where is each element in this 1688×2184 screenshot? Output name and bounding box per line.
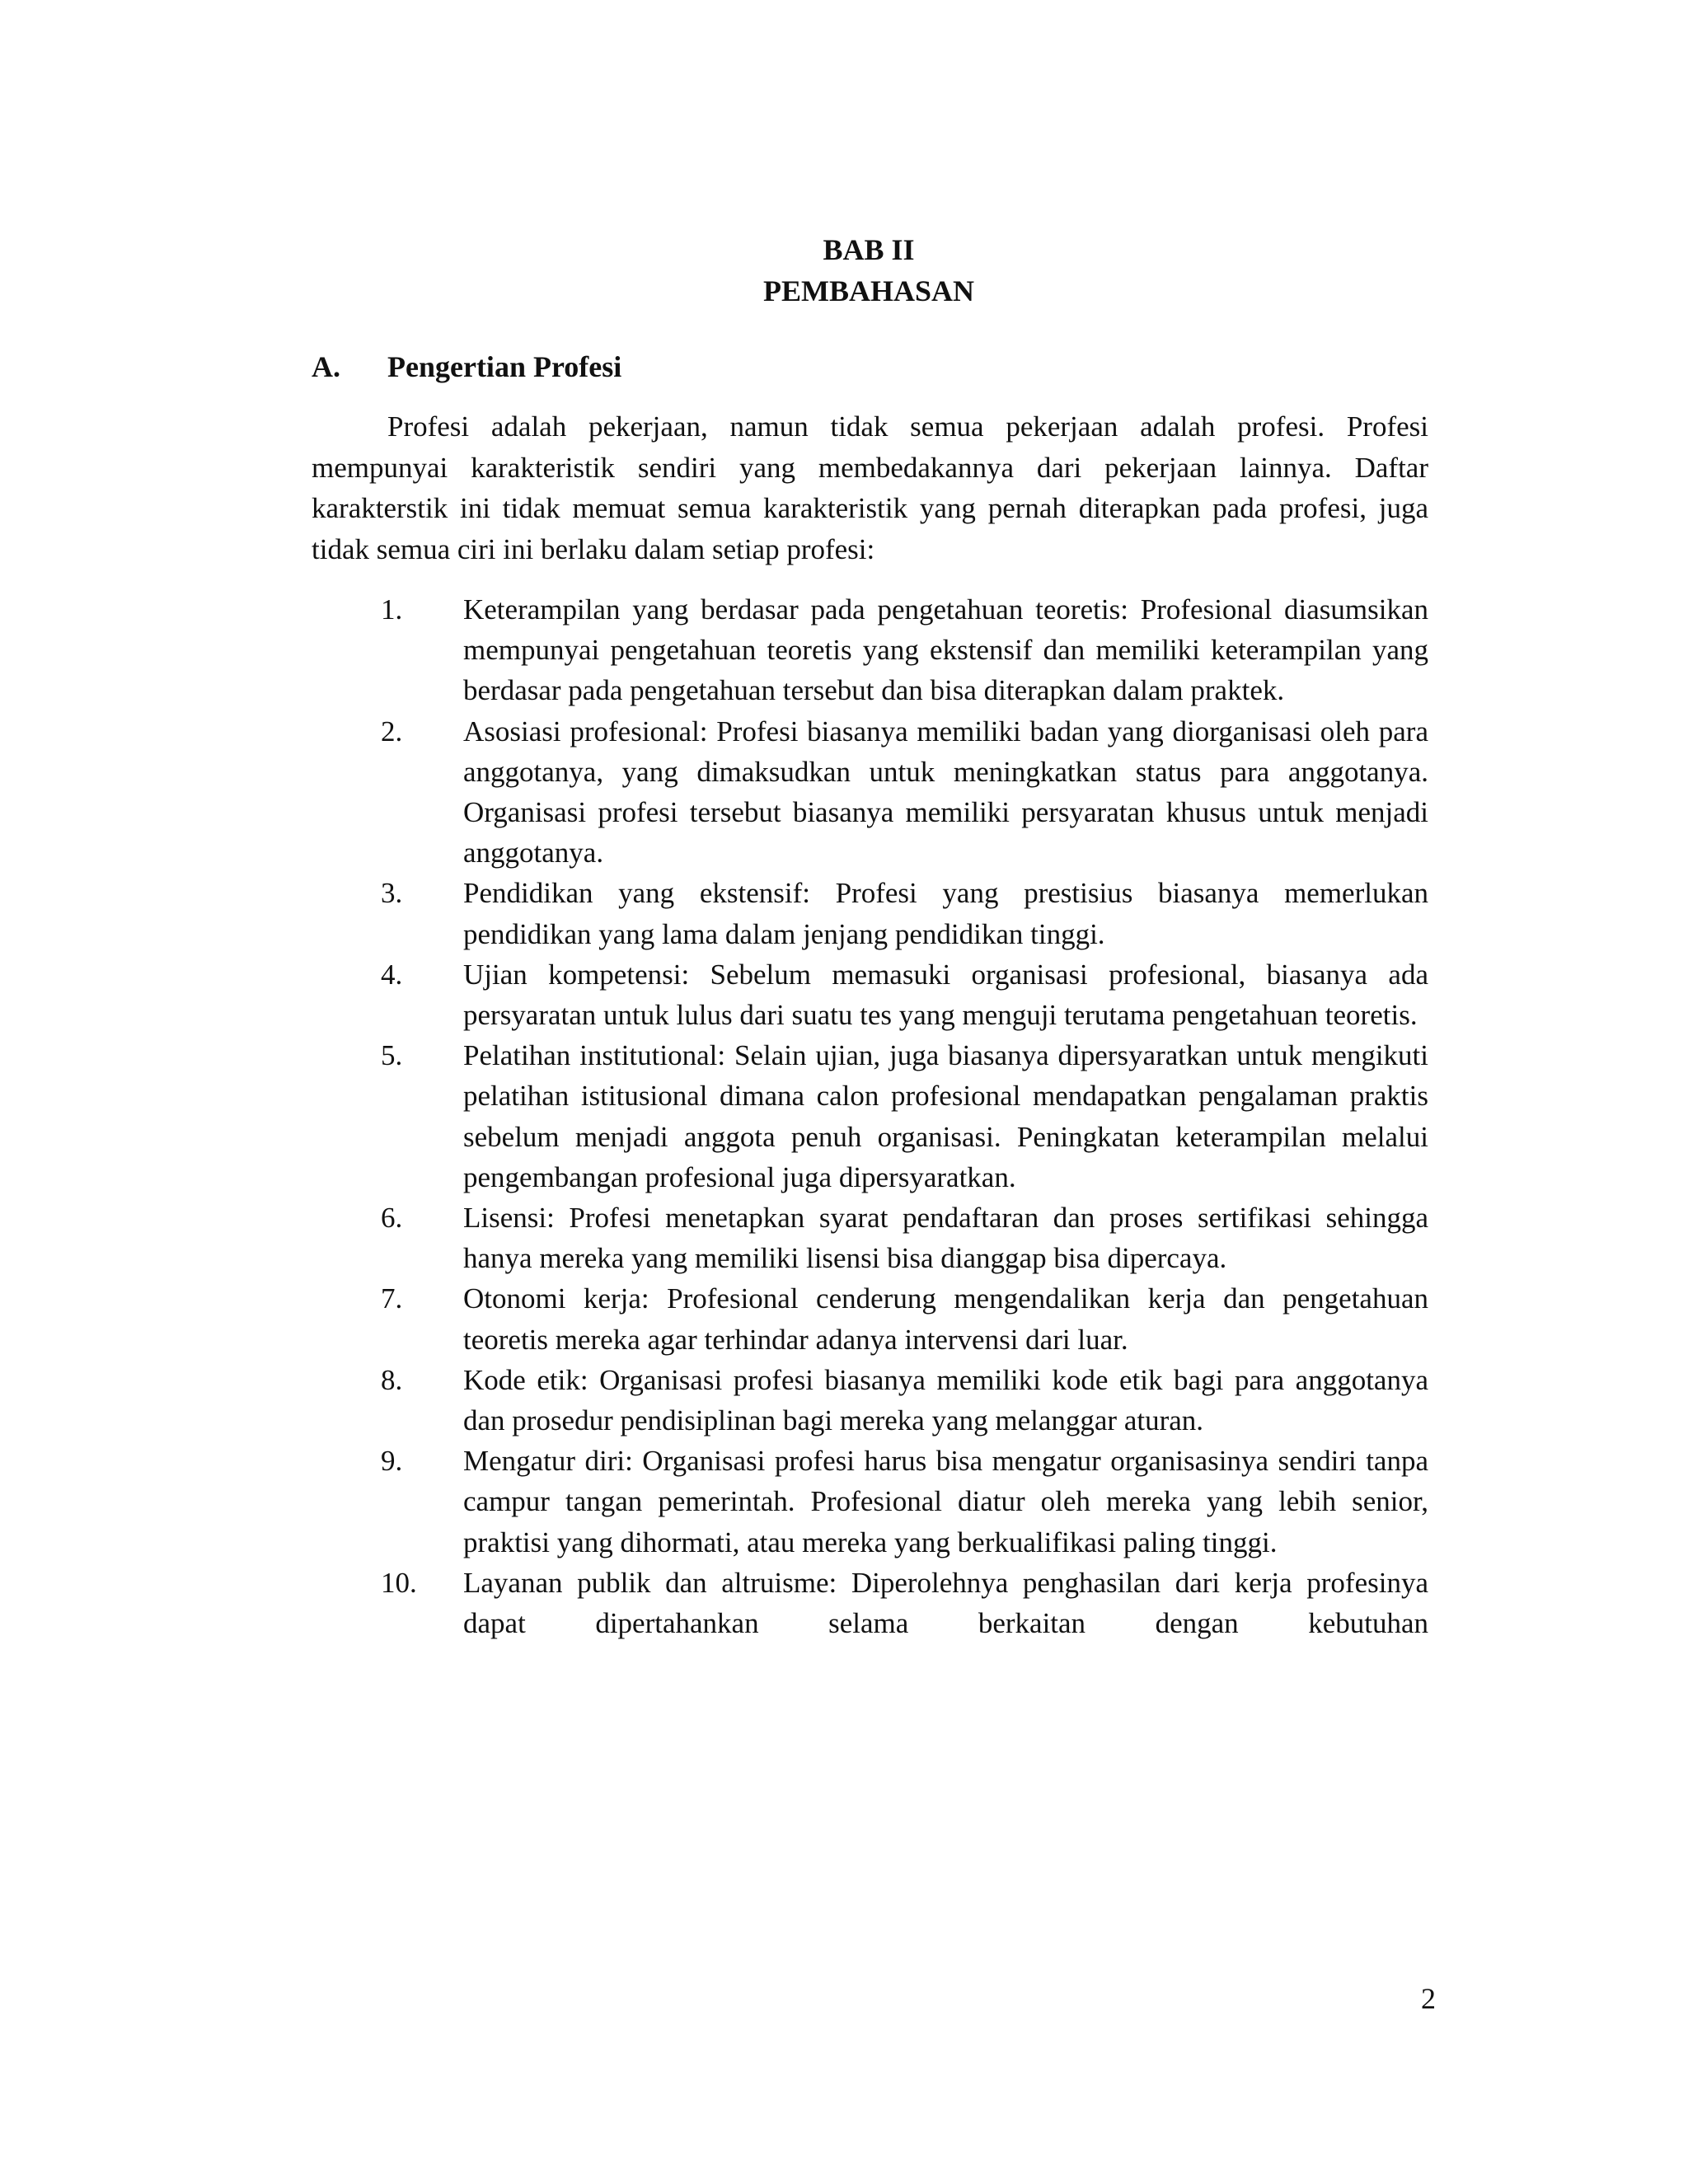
list-item-number: 1. [381,593,403,626]
list-item [381,711,1428,874]
list-item [381,954,1428,1035]
list-item [381,1441,1428,1563]
section-heading [312,346,621,387]
list-item-text: Layanan publik dan altruisme: Diperolehnya penghasilan dari kerja profesinya dapat dipertahankan selama berkaitan dengan kebutuhan [463,1566,1428,1640]
list-item-text: Otonomi kerja: Profesional cenderung mengendalikan kerja dan pengetahuan teoretis mereka agar terhindar adanya intervensi dari luar. [463,1282,1428,1356]
list-item [381,1278,1428,1359]
page-number: 2 [1421,1982,1436,2015]
list-item-text: Pendidikan yang ekstensif: Profesi yang prestisius biasanya memerlukan pendidikan yang lama dalam jenjang pendidikan tinggi. [463,877,1428,950]
list-item-text: Ujian kompetensi: Sebelum memasuki organisasi profesional, biasanya ada persyaratan untuk lulus dari suatu tes yang menguji terutama pengetahuan teoretis. [463,958,1428,1032]
characteristics-list [381,589,1428,1643]
list-item-number: 5. [381,1039,403,1072]
intro-paragraph: Profesi adalah pekerjaan, namun tidak semua pekerjaan adalah profesi. Profesi mempunyai karakteristik sendiri yang membedakannya dari pekerjaan lainnya. Daftar karakterstik ini tidak memuat semua karakteristik yang pernah diterapkan pada profesi, juga tidak semua ciri ini berlaku dalam setiap profesi: [312,410,1428,565]
list-item-number: 10. [381,1566,417,1599]
list-item [381,873,1428,954]
list-item [381,1197,1428,1278]
chapter-label: BAB II [823,233,915,266]
list-item-number: 3. [381,877,403,910]
chapter-title: PEMBAHASAN [762,274,974,307]
list-item-number: 9. [381,1445,403,1478]
list-item-number: 8. [381,1363,403,1396]
list-item-number: 4. [381,958,403,991]
list-item-number: 7. [381,1282,403,1315]
list-item [381,589,1428,711]
list-item-text: Kode etik: Organisasi profesi biasanya memiliki kode etik bagi para anggotanya dan prosedur pendisiplinan bagi mereka yang melanggar aturan. [463,1363,1428,1437]
list-item-text: Lisensi: Profesi menetapkan syarat pendaftaran dan proses sertifikasi sehingga hanya mereka yang memiliki lisensi bisa dianggap bisa dipercaya. [463,1202,1428,1275]
chapter-heading [0,229,1688,312]
list-item [381,1563,1428,1643]
list-item-text: Keterampilan yang berdasar pada pengetahuan teoretis: Profesional diasumsikan mempunyai pengetahuan teoretis yang ekstensif dan memiliki keterampilan yang berdasar pada pengetahuan tersebut dan bisa diterapkan dalam praktek. [463,593,1428,707]
list-item-number: 2. [381,715,403,748]
list-item [381,1035,1428,1197]
section-title: Pengertian Profesi [387,350,622,383]
section-letter: A. [312,350,340,383]
list-item-number: 6. [381,1202,403,1235]
list-item-text: Mengatur diri: Organisasi profesi harus bisa mengatur organisasinya sendiri tanpa campur tangan pemerintah. Profesional diatur oleh mereka yang lebih senior, praktisi yang dihormati, atau mereka yang berkualifikasi paling tinggi. [463,1445,1428,1558]
list-item [381,1360,1428,1441]
list-item-text: Asosiasi profesional: Profesi biasanya memiliki badan yang diorganisasi oleh para anggotanya, yang dimaksudkan untuk meningkatkan status para anggotanya. Organisasi profesi tersebut biasanya memiliki persyaratan khusus untuk menjadi anggotanya. [463,715,1428,869]
list-item-text: Pelatihan institutional: Selain ujian, juga biasanya dipersyaratkan untuk mengikuti pelatihan istitusional dimana calon profesional mendapatkan pengalaman praktis sebelum menjadi anggota penuh organisasi. Peningkatan keterampilan melalui pengembangan profesional juga dipersyaratkan. [463,1039,1428,1193]
